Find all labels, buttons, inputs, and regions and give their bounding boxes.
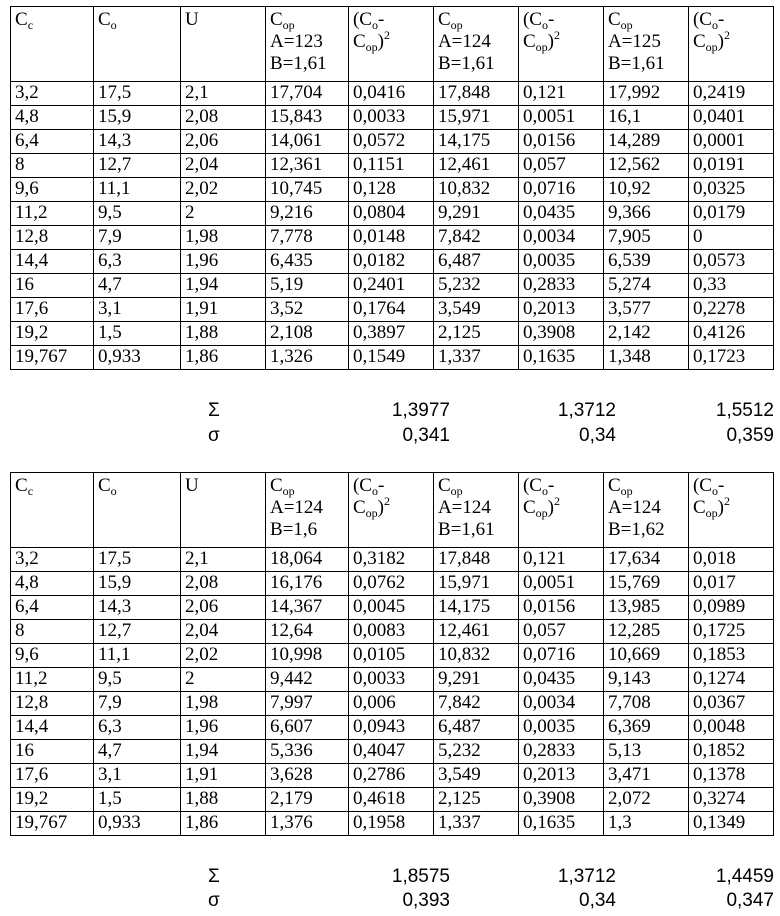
table-cell: 3,577	[603, 298, 688, 322]
table-cell: 3,549	[433, 764, 518, 788]
table-cell: 15,971	[433, 572, 518, 596]
table-cell: 18,064	[265, 548, 348, 572]
results-table-2	[10, 472, 774, 836]
table-cell: 0,128	[348, 178, 433, 202]
table-cell: 0,4047	[348, 740, 433, 764]
header-cop-group-3: $C_{op}$ A=125 B=1,61	[603, 7, 688, 82]
header-sqdiff-3: ($C_o-$ $C_{op})^2$	[688, 7, 773, 82]
table-cell: 7,9	[93, 692, 180, 716]
table-cell: 7,9	[93, 226, 180, 250]
table-cell: 6,369	[603, 716, 688, 740]
table-cell: 7,905	[603, 226, 688, 250]
table-cell: 3,1	[93, 298, 180, 322]
table-cell: 8	[11, 154, 94, 178]
table-cell: 0,4126	[688, 322, 773, 346]
table-cell: 11,1	[93, 644, 180, 668]
table-cell: 3,2	[11, 82, 94, 106]
sigma-symbol: σ	[208, 890, 220, 911]
table-cell: 14,175	[433, 130, 518, 154]
table-cell: 0,4618	[348, 788, 433, 812]
table-cell: 0	[688, 226, 773, 250]
table-cell: 0,933	[93, 346, 180, 370]
table-cell: 9,216	[265, 202, 348, 226]
table-cell: 1,348	[603, 346, 688, 370]
table-cell: 10,745	[265, 178, 348, 202]
table-cell: 0,0182	[348, 250, 433, 274]
table-cell: 0,0035	[518, 716, 603, 740]
header-sqdiff-2: ($C_o-$ $C_{op})^2$	[518, 7, 603, 82]
table-cell: 0,2013	[518, 764, 603, 788]
table-cell: 2,072	[603, 788, 688, 812]
sum-value: 1,8575	[391, 866, 450, 887]
table-cell: 0,0051	[518, 572, 603, 596]
header-sqdiff-2: ($C_o-$ $C_{op})^2$	[518, 473, 603, 548]
table-cell: 0,933	[93, 812, 180, 836]
header-cop-group-1: $C_{op}$ A=123 B=1,61	[265, 7, 348, 82]
table-cell: 17,992	[603, 82, 688, 106]
table-cell: 3,549	[433, 298, 518, 322]
table-cell: 17,5	[93, 82, 180, 106]
table-cell: 5,19	[265, 274, 348, 298]
table-cell: 13,985	[603, 596, 688, 620]
table-cell: 14,289	[603, 130, 688, 154]
table-cell: 7,842	[433, 226, 518, 250]
table-cell: 19,2	[11, 788, 94, 812]
sigma-value: 0,34	[579, 425, 616, 446]
table-cell: 1,86	[180, 812, 265, 836]
sigma-row-1	[10, 425, 774, 449]
table-cell: 9,6	[11, 178, 94, 202]
table-cell: 0,0943	[348, 716, 433, 740]
table-cell: 0,2833	[518, 274, 603, 298]
table-header-row	[11, 7, 774, 82]
table-cell: 0,0105	[348, 644, 433, 668]
table-cell: 0,1723	[688, 346, 773, 370]
table-cell: 14,061	[265, 130, 348, 154]
table-cell: 6,487	[433, 250, 518, 274]
sum-value: 1,5512	[715, 400, 774, 421]
table-cell: 0,0325	[688, 178, 773, 202]
table-cell: 0,0416	[348, 82, 433, 106]
table-cell: 0,0435	[518, 668, 603, 692]
header-sqdiff-1: ($C_o-$ $C_{op})^2$	[348, 473, 433, 548]
table-cell: 14,3	[93, 596, 180, 620]
table-row	[11, 106, 774, 130]
table-cell: 0,0083	[348, 620, 433, 644]
table-cell: 1,91	[180, 298, 265, 322]
header-cc: $C_c$	[11, 473, 94, 548]
table-cell: 0,057	[518, 154, 603, 178]
table-cell: 0,3274	[688, 788, 773, 812]
table-1-body	[11, 7, 774, 370]
table-cell: 5,336	[265, 740, 348, 764]
table-cell: 0,017	[688, 572, 773, 596]
table-cell: 0,1958	[348, 812, 433, 836]
table-cell: 0,1635	[518, 812, 603, 836]
table-cell: 0,1151	[348, 154, 433, 178]
table-cell: 14,4	[11, 716, 94, 740]
table-cell: 0,006	[348, 692, 433, 716]
table-cell: 1,5	[93, 788, 180, 812]
table-cell: 0,1852	[688, 740, 773, 764]
table-cell: 12,8	[11, 226, 94, 250]
sigma-row-2	[10, 890, 774, 914]
table-cell: 11,2	[11, 202, 94, 226]
table-cell: 5,232	[433, 274, 518, 298]
table-cell: 12,461	[433, 620, 518, 644]
sum-row-1	[10, 400, 774, 424]
table-cell: 0,0051	[518, 106, 603, 130]
table-cell: 15,9	[93, 572, 180, 596]
table-cell: 10,998	[265, 644, 348, 668]
table-row	[11, 548, 774, 572]
sigma-value: 0,34	[579, 890, 616, 911]
table-cell: 0,0435	[518, 202, 603, 226]
table-cell: 2,08	[180, 572, 265, 596]
table-cell: 0,0804	[348, 202, 433, 226]
table-cell: 0,0034	[518, 692, 603, 716]
header-co: $C_o$	[93, 7, 180, 82]
table-cell: 3,2	[11, 548, 94, 572]
table-cell: 0,2013	[518, 298, 603, 322]
table-cell: 14,4	[11, 250, 94, 274]
table-cell: 0,0716	[518, 644, 603, 668]
table-cell: 0,2401	[348, 274, 433, 298]
table-cell: 0,0401	[688, 106, 773, 130]
table-row	[11, 130, 774, 154]
table-cell: 1,337	[433, 346, 518, 370]
table-cell: 2,179	[265, 788, 348, 812]
table-cell: 9,143	[603, 668, 688, 692]
table-cell: 6,3	[93, 716, 180, 740]
sum-value: 1,3977	[391, 400, 450, 421]
table-cell: 7,778	[265, 226, 348, 250]
table-cell: 17,848	[433, 82, 518, 106]
table-cell: 1,96	[180, 716, 265, 740]
results-table-1	[10, 6, 774, 370]
table-cell: 1,5	[93, 322, 180, 346]
table-cell: 0,1764	[348, 298, 433, 322]
table-cell: 9,6	[11, 644, 94, 668]
table-cell: 9,366	[603, 202, 688, 226]
table-cell: 0,0716	[518, 178, 603, 202]
table-cell: 0,121	[518, 548, 603, 572]
table-cell: 2,1	[180, 548, 265, 572]
table-row	[11, 764, 774, 788]
table-cell: 16,176	[265, 572, 348, 596]
table-cell: 4,7	[93, 740, 180, 764]
table-cell: 9,5	[93, 668, 180, 692]
table-cell: 0,0179	[688, 202, 773, 226]
header-co: $C_o$	[93, 473, 180, 548]
table-cell: 2	[180, 202, 265, 226]
table-cell: 0,0048	[688, 716, 773, 740]
table-row	[11, 812, 774, 836]
table-row	[11, 740, 774, 764]
table-cell: 12,7	[93, 154, 180, 178]
table-cell: 6,539	[603, 250, 688, 274]
table-row	[11, 716, 774, 740]
table-cell: 0,0001	[688, 130, 773, 154]
table-cell: 11,1	[93, 178, 180, 202]
table-cell: 2,125	[433, 788, 518, 812]
table-cell: 9,442	[265, 668, 348, 692]
table-cell: 0,3182	[348, 548, 433, 572]
table-cell: 0,0156	[518, 596, 603, 620]
table-cell: 6,435	[265, 250, 348, 274]
table-cell: 1,88	[180, 788, 265, 812]
table-row	[11, 788, 774, 812]
table-cell: 16	[11, 740, 94, 764]
table-cell: 0,0156	[518, 130, 603, 154]
table-cell: 0,1349	[688, 812, 773, 836]
table-cell: 17,848	[433, 548, 518, 572]
table-cell: 6,487	[433, 716, 518, 740]
table-cell: 2,142	[603, 322, 688, 346]
header-cop-group-3: $C_{op}$ A=124 B=1,62	[603, 473, 688, 548]
table-cell: 0,1725	[688, 620, 773, 644]
table-row	[11, 250, 774, 274]
table-cell: 1,98	[180, 692, 265, 716]
table-cell: 0,0367	[688, 692, 773, 716]
table-cell: 1,96	[180, 250, 265, 274]
table-cell: 6,4	[11, 130, 94, 154]
table-row	[11, 572, 774, 596]
table-cell: 0,1635	[518, 346, 603, 370]
table-cell: 0,0762	[348, 572, 433, 596]
table-cell: 1,94	[180, 274, 265, 298]
table-cell: 4,8	[11, 106, 94, 130]
table-cell: 5,232	[433, 740, 518, 764]
sigma-symbol: σ	[208, 425, 220, 446]
table-cell: 0,0045	[348, 596, 433, 620]
table-cell: 10,92	[603, 178, 688, 202]
table-cell: 17,6	[11, 764, 94, 788]
sum-symbol: Σ	[208, 400, 220, 421]
table-cell: 0,0034	[518, 226, 603, 250]
table-row	[11, 620, 774, 644]
table-cell: 2,108	[265, 322, 348, 346]
table-cell: 17,704	[265, 82, 348, 106]
table-cell: 0,1378	[688, 764, 773, 788]
table-cell: 6,4	[11, 596, 94, 620]
table-cell: 5,274	[603, 274, 688, 298]
table-cell: 3,471	[603, 764, 688, 788]
sigma-value: 0,359	[726, 425, 774, 446]
table-cell: 2,06	[180, 130, 265, 154]
table-cell: 10,832	[433, 178, 518, 202]
header-u: U	[180, 7, 265, 82]
table-cell: 19,2	[11, 322, 94, 346]
table-cell: 2,1	[180, 82, 265, 106]
table-cell: 15,971	[433, 106, 518, 130]
table-cell: 16	[11, 274, 94, 298]
table-cell: 0,2419	[688, 82, 773, 106]
sum-value: 1,4459	[715, 866, 774, 887]
table-cell: 2,125	[433, 322, 518, 346]
sigma-value: 0,393	[402, 890, 450, 911]
table-cell: 12,64	[265, 620, 348, 644]
sigma-value: 0,347	[726, 890, 774, 911]
table-cell: 1,98	[180, 226, 265, 250]
table-row	[11, 322, 774, 346]
table-cell: 2,06	[180, 596, 265, 620]
table-row	[11, 178, 774, 202]
table-cell: 12,7	[93, 620, 180, 644]
table-cell: 2,02	[180, 644, 265, 668]
table-cell: 7,842	[433, 692, 518, 716]
table-cell: 19,767	[11, 346, 94, 370]
table-row	[11, 644, 774, 668]
table-cell: 19,767	[11, 812, 94, 836]
table-row	[11, 226, 774, 250]
table-cell: 15,9	[93, 106, 180, 130]
table-cell: 2,02	[180, 178, 265, 202]
table-cell: 1,91	[180, 764, 265, 788]
table-cell: 2,04	[180, 620, 265, 644]
table-cell: 1,337	[433, 812, 518, 836]
table-cell: 8	[11, 620, 94, 644]
table-cell: 9,5	[93, 202, 180, 226]
table-cell: 15,769	[603, 572, 688, 596]
table-row	[11, 298, 774, 322]
table-cell: 1,3	[603, 812, 688, 836]
table-cell: 2,08	[180, 106, 265, 130]
table-cell: 0,0033	[348, 106, 433, 130]
table-cell: 0,0033	[348, 668, 433, 692]
table-cell: 0,0989	[688, 596, 773, 620]
table-cell: 0,0035	[518, 250, 603, 274]
table-cell: 6,607	[265, 716, 348, 740]
table-cell: 0,2833	[518, 740, 603, 764]
table-cell: 2	[180, 668, 265, 692]
table-cell: 3,628	[265, 764, 348, 788]
table-cell: 1,88	[180, 322, 265, 346]
table-cell: 1,376	[265, 812, 348, 836]
sum-value: 1,3712	[557, 866, 616, 887]
sum-row-2	[10, 866, 774, 890]
table-cell: 0,2786	[348, 764, 433, 788]
table-cell: 5,13	[603, 740, 688, 764]
sum-symbol: Σ	[208, 866, 220, 887]
table-row	[11, 274, 774, 298]
table-cell: 1,326	[265, 346, 348, 370]
table-cell: 0,3908	[518, 322, 603, 346]
table-cell: 0,0572	[348, 130, 433, 154]
header-cop-group-1: $C_{op}$ A=124 B=1,6	[265, 473, 348, 548]
table-cell: 0,1274	[688, 668, 773, 692]
table-row	[11, 154, 774, 178]
header-cop-group-2: $C_{op}$ A=124 B=1,61	[433, 473, 518, 548]
table-cell: 17,634	[603, 548, 688, 572]
table-cell: 7,708	[603, 692, 688, 716]
table-cell: 14,367	[265, 596, 348, 620]
table-cell: 12,562	[603, 154, 688, 178]
table-cell: 3,1	[93, 764, 180, 788]
table-cell: 10,669	[603, 644, 688, 668]
table-2-body	[11, 473, 774, 836]
header-cop-group-2: $C_{op}$ A=124 B=1,61	[433, 7, 518, 82]
table-cell: 9,291	[433, 202, 518, 226]
table-cell: 17,6	[11, 298, 94, 322]
table-row	[11, 202, 774, 226]
table-cell: 0,0148	[348, 226, 433, 250]
sum-value: 1,3712	[557, 400, 616, 421]
table-cell: 4,8	[11, 572, 94, 596]
table-row	[11, 692, 774, 716]
table-cell: 0,018	[688, 548, 773, 572]
table-cell: 11,2	[11, 668, 94, 692]
table-cell: 0,33	[688, 274, 773, 298]
table-cell: 0,2278	[688, 298, 773, 322]
table-cell: 14,3	[93, 130, 180, 154]
table-cell: 12,285	[603, 620, 688, 644]
table-cell: 4,7	[93, 274, 180, 298]
table-cell: 9,291	[433, 668, 518, 692]
table-header-row	[11, 473, 774, 548]
table-cell: 0,1549	[348, 346, 433, 370]
table-cell: 12,361	[265, 154, 348, 178]
table-cell: 12,461	[433, 154, 518, 178]
table-cell: 17,5	[93, 548, 180, 572]
table-cell: 0,3908	[518, 788, 603, 812]
table-cell: 0,057	[518, 620, 603, 644]
table-row	[11, 596, 774, 620]
table-cell: 1,86	[180, 346, 265, 370]
table-cell: 0,0573	[688, 250, 773, 274]
table-row	[11, 668, 774, 692]
header-cc: $C_c$	[11, 7, 94, 82]
table-cell: 12,8	[11, 692, 94, 716]
table-cell: 16,1	[603, 106, 688, 130]
header-u: U	[180, 473, 265, 548]
table-cell: 0,121	[518, 82, 603, 106]
table-cell: 6,3	[93, 250, 180, 274]
table-cell: 10,832	[433, 644, 518, 668]
table-cell: 7,997	[265, 692, 348, 716]
table-cell: 0,3897	[348, 322, 433, 346]
table-cell: 2,04	[180, 154, 265, 178]
sigma-value: 0,341	[402, 425, 450, 446]
table-cell: 0,0191	[688, 154, 773, 178]
table-row	[11, 82, 774, 106]
table-cell: 0,1853	[688, 644, 773, 668]
table-cell: 1,94	[180, 740, 265, 764]
table-cell: 15,843	[265, 106, 348, 130]
table-row	[11, 346, 774, 370]
table-cell: 14,175	[433, 596, 518, 620]
header-sqdiff-3: ($C_o-$ $C_{op})^2$	[688, 473, 773, 548]
header-sqdiff-1: ($C_o-$ $C_{op})^2$	[348, 7, 433, 82]
table-cell: 3,52	[265, 298, 348, 322]
